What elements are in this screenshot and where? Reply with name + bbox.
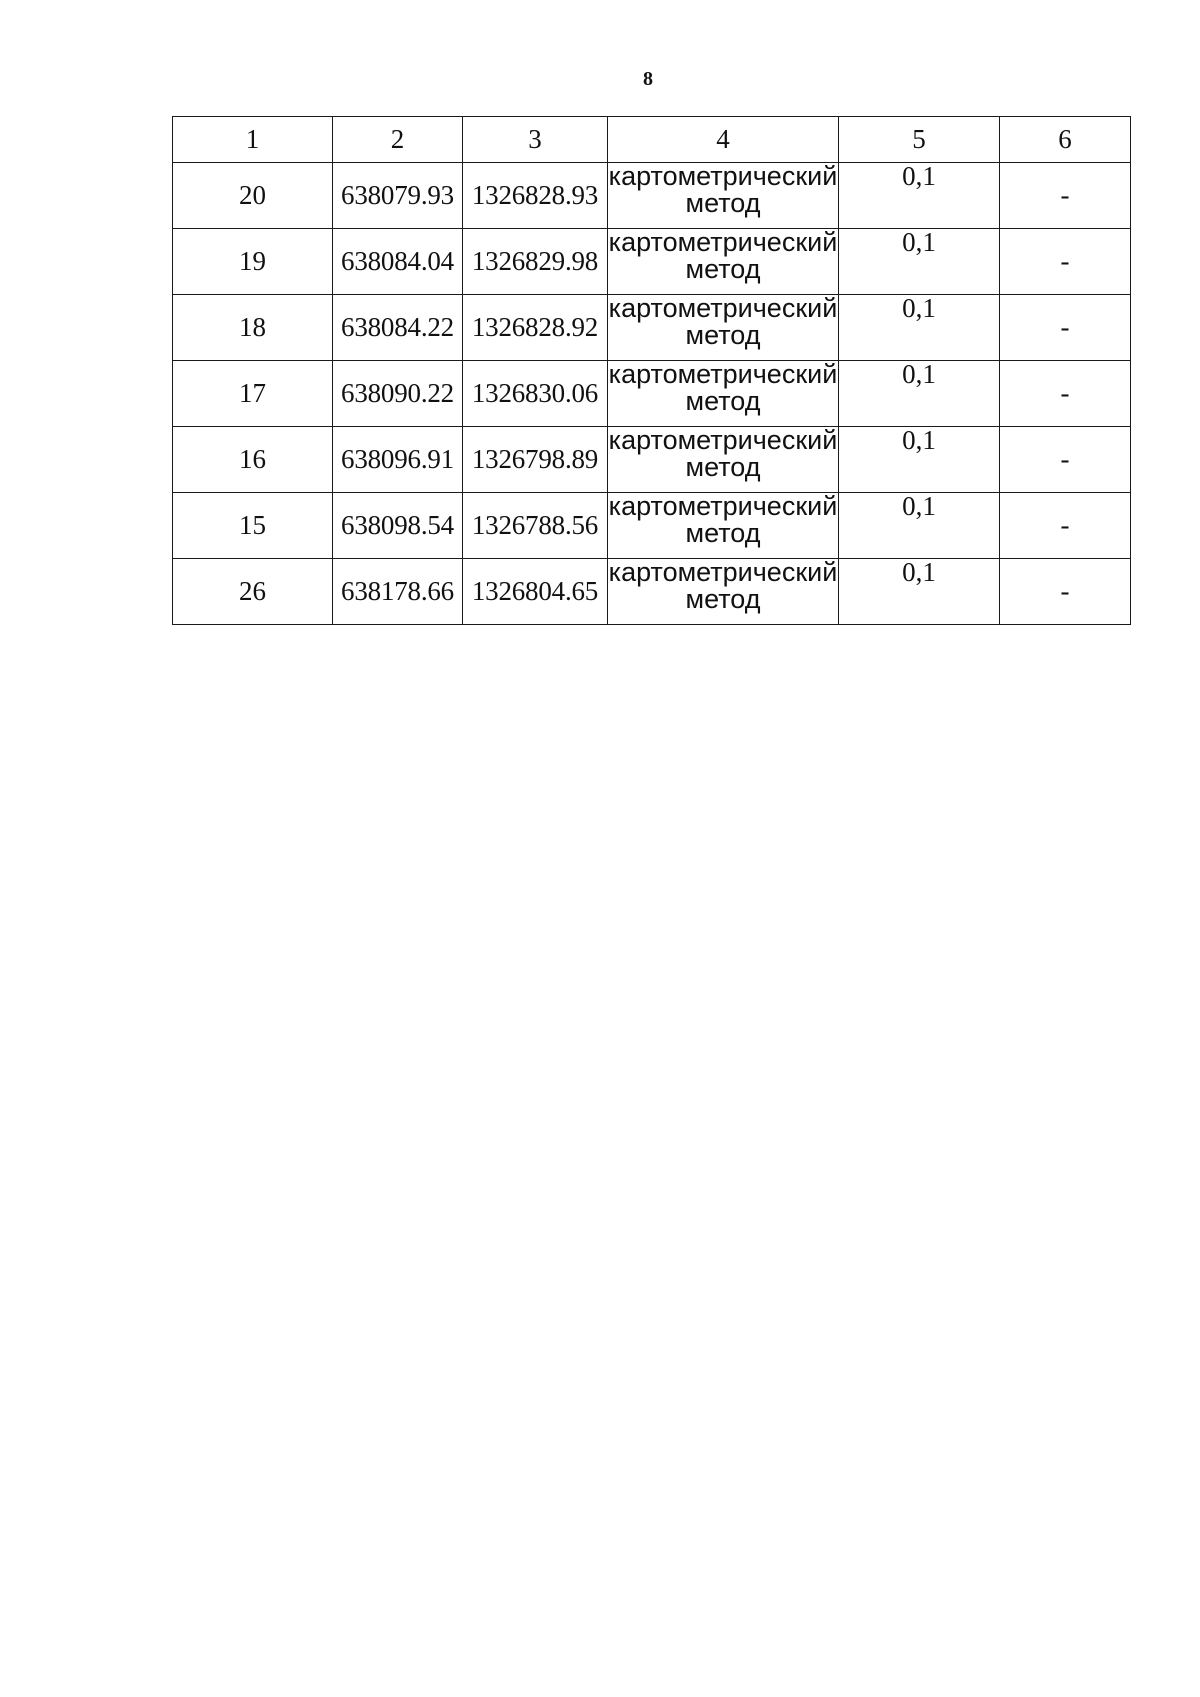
method-line-2: метод	[685, 188, 761, 218]
method-line-1: картометрический	[608, 162, 838, 191]
table-row	[173, 163, 1131, 229]
coordinate-y: 1326804.65	[463, 559, 608, 625]
point-number: 17	[173, 361, 333, 427]
method-line-1: картометрический	[608, 492, 838, 521]
header-col-5: 5	[839, 117, 1000, 163]
table-row	[173, 427, 1131, 493]
coordinate-x: 638096.91	[333, 427, 463, 493]
method-line-1: картометрический	[608, 228, 838, 257]
method-line-1: картометрический	[608, 558, 838, 587]
coordinate-x: 638084.22	[333, 295, 463, 361]
note-value: -	[1000, 163, 1131, 229]
accuracy-value: 0,1	[839, 493, 1000, 559]
point-number: 19	[173, 229, 333, 295]
accuracy-value: 0,1	[839, 559, 1000, 625]
note-value: -	[1000, 229, 1131, 295]
method-line-1: картометрический	[608, 426, 838, 455]
accuracy-value: 0,1	[839, 295, 1000, 361]
method-line-2: метод	[685, 386, 761, 416]
method-line-2: метод	[685, 452, 761, 482]
header-col-1: 1	[173, 117, 333, 163]
method-line-1: картометрический	[608, 360, 838, 389]
coordinate-y: 1326828.93	[463, 163, 608, 229]
table-header-row	[173, 117, 1131, 163]
coordinate-y: 1326829.98	[463, 229, 608, 295]
note-value: -	[1000, 427, 1131, 493]
coordinate-x: 638090.22	[333, 361, 463, 427]
coordinate-x: 638098.54	[333, 493, 463, 559]
coordinate-y: 1326798.89	[463, 427, 608, 493]
method-line-2: метод	[685, 518, 761, 548]
page-number: 8	[643, 68, 653, 90]
note-value: -	[1000, 361, 1131, 427]
header-col-6: 6	[1000, 117, 1131, 163]
method-line-2: метод	[685, 254, 761, 284]
coordinate-x: 638178.66	[333, 559, 463, 625]
coordinate-x: 638079.93	[333, 163, 463, 229]
method-cell	[608, 361, 839, 427]
coordinate-y: 1326788.56	[463, 493, 608, 559]
note-value: -	[1000, 559, 1131, 625]
method-cell	[608, 295, 839, 361]
table-row	[173, 229, 1131, 295]
point-number: 26	[173, 559, 333, 625]
point-number: 16	[173, 427, 333, 493]
method-line-2: метод	[685, 320, 761, 350]
method-line-2: метод	[685, 584, 761, 614]
table-row	[173, 559, 1131, 625]
accuracy-value: 0,1	[839, 163, 1000, 229]
header-col-2: 2	[333, 117, 463, 163]
table-row	[173, 361, 1131, 427]
header-col-3: 3	[463, 117, 608, 163]
coordinates-table	[172, 116, 1131, 625]
coordinate-x: 638084.04	[333, 229, 463, 295]
note-value: -	[1000, 295, 1131, 361]
point-number: 18	[173, 295, 333, 361]
point-number: 20	[173, 163, 333, 229]
method-line-1: картометрический	[608, 294, 838, 323]
header-col-4: 4	[608, 117, 839, 163]
table-row	[173, 295, 1131, 361]
accuracy-value: 0,1	[839, 229, 1000, 295]
accuracy-value: 0,1	[839, 361, 1000, 427]
method-cell	[608, 229, 839, 295]
note-value: -	[1000, 493, 1131, 559]
method-cell	[608, 427, 839, 493]
method-cell	[608, 493, 839, 559]
method-cell	[608, 559, 839, 625]
coordinate-y: 1326828.92	[463, 295, 608, 361]
method-cell	[608, 163, 839, 229]
point-number: 15	[173, 493, 333, 559]
accuracy-value: 0,1	[839, 427, 1000, 493]
table-row	[173, 493, 1131, 559]
coordinate-y: 1326830.06	[463, 361, 608, 427]
